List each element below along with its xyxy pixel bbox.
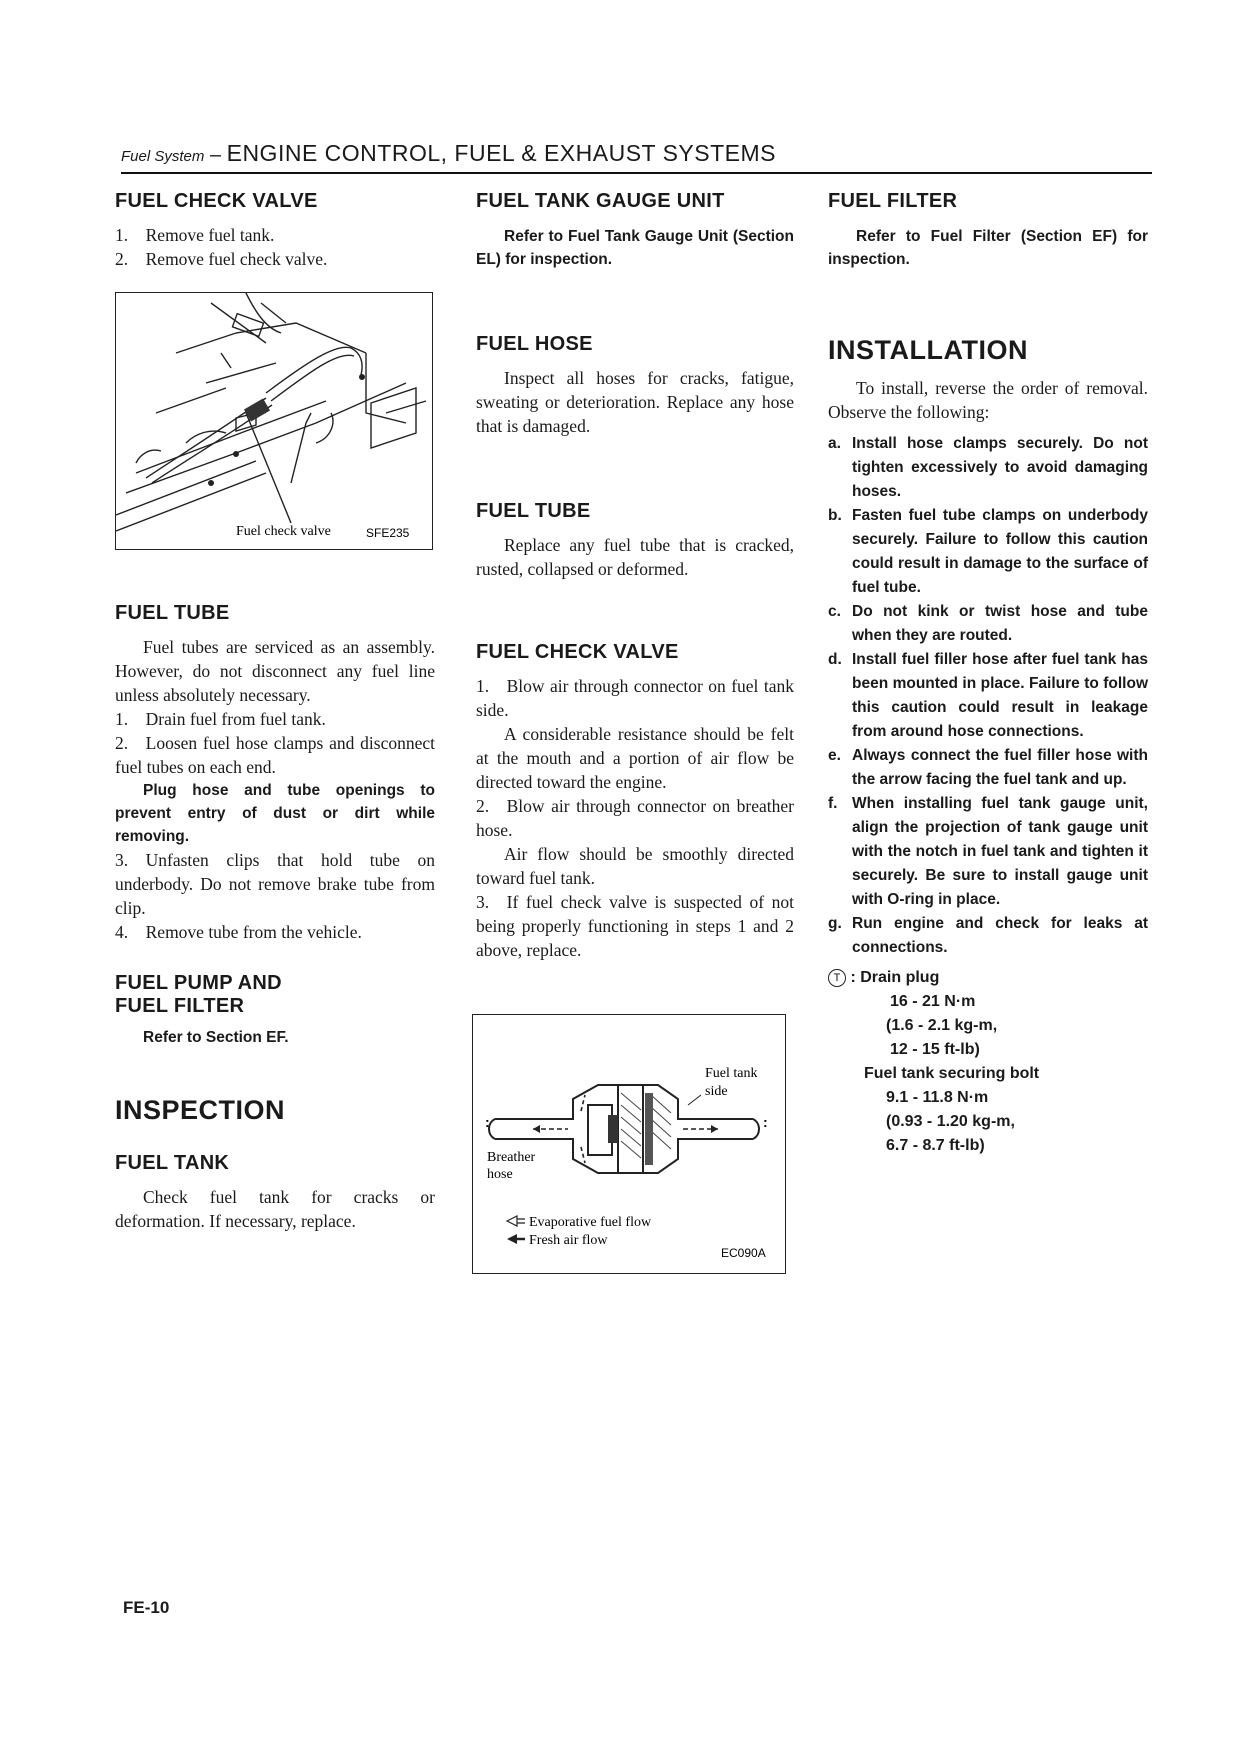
fuel-filter-heading: FUEL FILTER — [828, 190, 958, 212]
gauge-unit-text: Refer to Fuel Tank Gauge Unit (Section EL) for inspection. — [476, 228, 794, 268]
list-item: d. Install fuel filler hose after fuel tank has been mounted in place. Failure to follow this caution could result in leakage from around hose connections. — [828, 651, 1148, 740]
drain-plug-kgm: (1.6 - 2.1 kg-m, — [886, 1017, 998, 1034]
svg-text::: : — [763, 1114, 768, 1130]
check-valve-location-illustration — [116, 293, 432, 549]
valve-step-2: 2. Blow air through connector on breather hose. — [476, 796, 794, 840]
fuel-check-valve-heading: FUEL CHECK VALVE — [115, 190, 318, 212]
figure1-label: Fuel check valve — [236, 524, 331, 539]
legend-fresh-air: Fresh air flow — [529, 1233, 608, 1248]
legend-evaporative-flow: Evaporative fuel flow — [529, 1215, 652, 1230]
fresh-air-arrow-icon — [507, 1234, 517, 1244]
list-item: c. Do not kink or twist hose and tube when they are routed. — [828, 603, 1148, 644]
drain-plug-ftlb: 12 - 15 ft-lb) — [890, 1041, 980, 1058]
svg-text::: : — [485, 1114, 490, 1130]
securing-bolt-ftlb: 6.7 - 8.7 ft-lb) — [886, 1137, 985, 1154]
valve-step-3: 3. If fuel check valve is suspected of not being properly functioning in steps 1 and 2 above, replace. — [476, 892, 794, 960]
fuel-tube-heading: FUEL TUBE — [115, 602, 230, 624]
column-left — [115, 190, 435, 271]
page-header — [121, 140, 1161, 167]
figure-check-valve-section — [472, 1014, 786, 1274]
figure-check-valve-location — [115, 292, 433, 550]
installation-heading: INSTALLATION — [828, 335, 1028, 365]
check-valve-section-illustration — [473, 1015, 785, 1273]
page-title: ENGINE CONTROL, FUEL & EXHAUST SYSTEMS — [226, 140, 776, 166]
header-rule — [121, 172, 1152, 174]
label-fuel-tank-side-2: side — [705, 1084, 728, 1099]
fuel-pump-text: Refer to Section EF. — [143, 1029, 289, 1046]
fuel-tank-text: Check fuel tank for cracks or deformation. If necessary, replace. — [115, 1187, 435, 1231]
removal-step-2: 2. Remove fuel check valve. — [115, 249, 328, 269]
fuel-hose-heading: FUEL HOSE — [476, 333, 593, 355]
valve-step-1: 1. Blow air through connector on fuel tank side. — [476, 676, 794, 720]
page-number: FE-10 — [123, 1598, 170, 1617]
torque-specs — [828, 966, 1148, 1158]
removal-step-1: 1. Remove fuel tank. — [115, 225, 275, 245]
list-item: e. Always connect the fuel filler hose with the arrow facing the fuel tank and up. — [828, 747, 1148, 788]
evaporative-flow-arrow-icon — [507, 1216, 517, 1226]
figure2-code: EC090A — [721, 1246, 766, 1260]
fuel-hose-text: Inspect all hoses for cracks, fatigue, sweating or deterioration. Replace any hose that is damaged. — [476, 368, 794, 436]
list-item: g. Run engine and check for leaks at connections. — [828, 915, 1148, 956]
valve-step-2-note: Air flow should be smoothly directed toward fuel tank. — [476, 844, 794, 888]
torque-icon: T — [828, 969, 846, 987]
column-left-lower — [115, 602, 435, 1233]
securing-bolt-nm: 9.1 - 11.8 N·m — [886, 1089, 989, 1106]
fuel-pump-heading-line2: FUEL FILTER — [115, 995, 245, 1017]
fuel-tube-step-4: 4. Remove tube from the vehicle. — [115, 922, 362, 942]
fuel-tube-step-2: 2. Loosen fuel hose clamps and disconnect fuel tubes on each end. — [115, 733, 435, 777]
fuel-tube-step-3: 3. Unfasten clips that hold tube on underbody. Do not remove brake tube from clip. — [115, 850, 435, 918]
list-item: a. Install hose clamps securely. Do not tighten excessively to avoid damaging hoses. — [828, 435, 1148, 500]
fuel-pump-heading-line1: FUEL PUMP AND — [115, 972, 282, 994]
fuel-filter-text: Refer to Fuel Filter (Section EF) for inspection. — [828, 228, 1148, 268]
drain-plug-nm: 16 - 21 N·m — [890, 993, 976, 1010]
label-fuel-tank-side-1: Fuel tank — [705, 1066, 758, 1081]
fuel-tube-heading-2: FUEL TUBE — [476, 500, 591, 522]
header-dash: – — [204, 144, 227, 166]
fuel-tube-note: Plug hose and tube openings to prevent entry of dust or dirt while removing. — [115, 782, 435, 845]
securing-bolt-label: Fuel tank securing bolt — [864, 1065, 1040, 1082]
label-breather-hose-1: Breather — [487, 1150, 536, 1165]
securing-bolt-kgm: (0.93 - 1.20 kg-m, — [886, 1113, 1015, 1130]
gauge-unit-heading: FUEL TANK GAUGE UNIT — [476, 190, 725, 212]
check-valve-inspection-heading: FUEL CHECK VALVE — [476, 641, 679, 663]
section-name: Fuel System — [121, 148, 205, 165]
valve-step-1-note: A considerable resistance should be felt at the mouth and a portion of air flow be directed toward the engine. — [476, 724, 794, 792]
label-breather-hose-2: hose — [487, 1167, 513, 1182]
installation-list — [828, 432, 1148, 960]
fuel-tube-step-1: 1. Drain fuel from fuel tank. — [115, 709, 326, 729]
list-item: b. Fasten fuel tube clamps on underbody securely. Failure to follow this caution could result in damage to the surface of fuel tube. — [828, 507, 1148, 596]
column-middle — [476, 190, 794, 962]
fuel-tank-heading: FUEL TANK — [115, 1152, 230, 1174]
fuel-tube-text-2: Replace any fuel tube that is cracked, rusted, collapsed or deformed. — [476, 535, 794, 579]
column-right — [828, 190, 1148, 1158]
drain-plug-label: : Drain plug — [850, 969, 940, 986]
fuel-tube-intro: Fuel tubes are serviced as an assembly. However, do not disconnect any fuel line unless absolutely necessary. — [115, 637, 435, 705]
list-item: f. When installing fuel tank gauge unit, align the projection of tank gauge unit with the notch in fuel tank and tighten it securely. Be sure to install gauge unit with O-ring in place. — [828, 795, 1148, 908]
inspection-heading: INSPECTION — [115, 1095, 286, 1125]
installation-intro: To install, reverse the order of removal. Observe the following: — [828, 378, 1148, 422]
figure1-code: SFE235 — [366, 526, 410, 540]
